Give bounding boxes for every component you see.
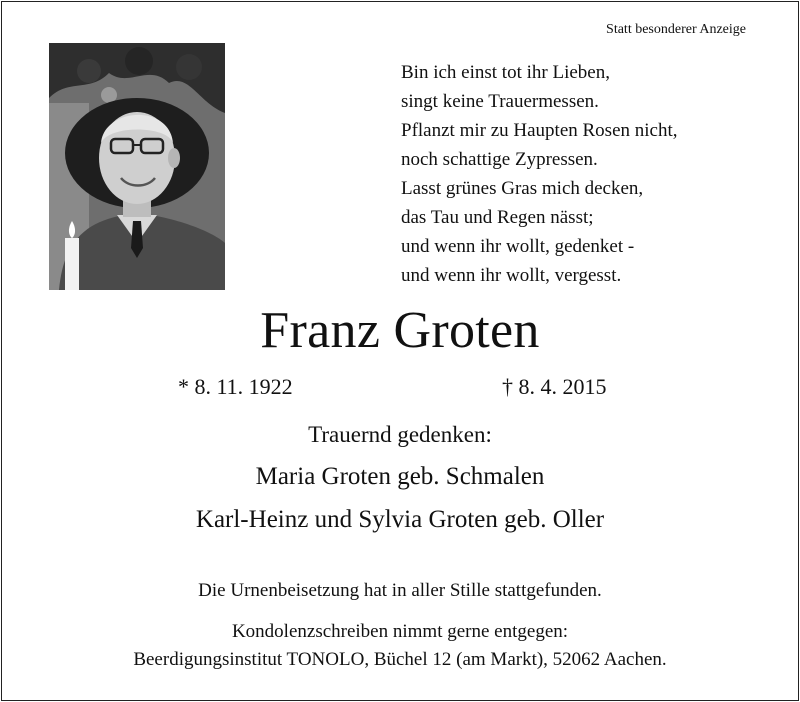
poem-line: und wenn ihr wollt, gedenket - (401, 236, 635, 257)
mourner-line: Maria Groten geb. Schmalen (255, 463, 545, 490)
poem-line: noch schattige Zypressen. (401, 149, 598, 170)
birth-date: * 8. 11. 1922 (178, 374, 293, 399)
poem-line: und wenn ihr wollt, vergesst. (401, 265, 622, 286)
contact-line: Kondolenzschreiben nimmt gerne entgegen: (231, 621, 569, 642)
contact-address: Beerdigungsinstitut TONOLO, Büchel 12 (am Markt), 52062 Aachen. (133, 649, 667, 670)
portrait-photo (49, 43, 225, 290)
poem-line: singt keine Trauermessen. (401, 91, 599, 112)
poem-line: Lasst grünes Gras mich decken, (401, 178, 644, 199)
poem-line: das Tau und Regen nässt; (401, 207, 594, 228)
header-note: Statt besonderer Anzeige (606, 22, 746, 37)
poem-line: Bin ich einst tot ihr Lieben, (401, 62, 610, 83)
deceased-name: Franz Groten (260, 302, 540, 359)
portrait-photo-icon (49, 43, 225, 290)
burial-note: Die Urnenbeisetzung hat in aller Stille stattgefunden. (198, 580, 602, 601)
mourner-line: Karl-Heinz und Sylvia Groten geb. Oller (195, 506, 605, 533)
mourners-heading: Trauernd gedenken: (308, 422, 492, 447)
death-date: † 8. 4. 2015 (502, 374, 607, 399)
poem (401, 58, 761, 290)
poem-line: Pflanzt mir zu Haupten Rosen nicht, (401, 120, 678, 141)
obituary-notice (1, 1, 799, 701)
